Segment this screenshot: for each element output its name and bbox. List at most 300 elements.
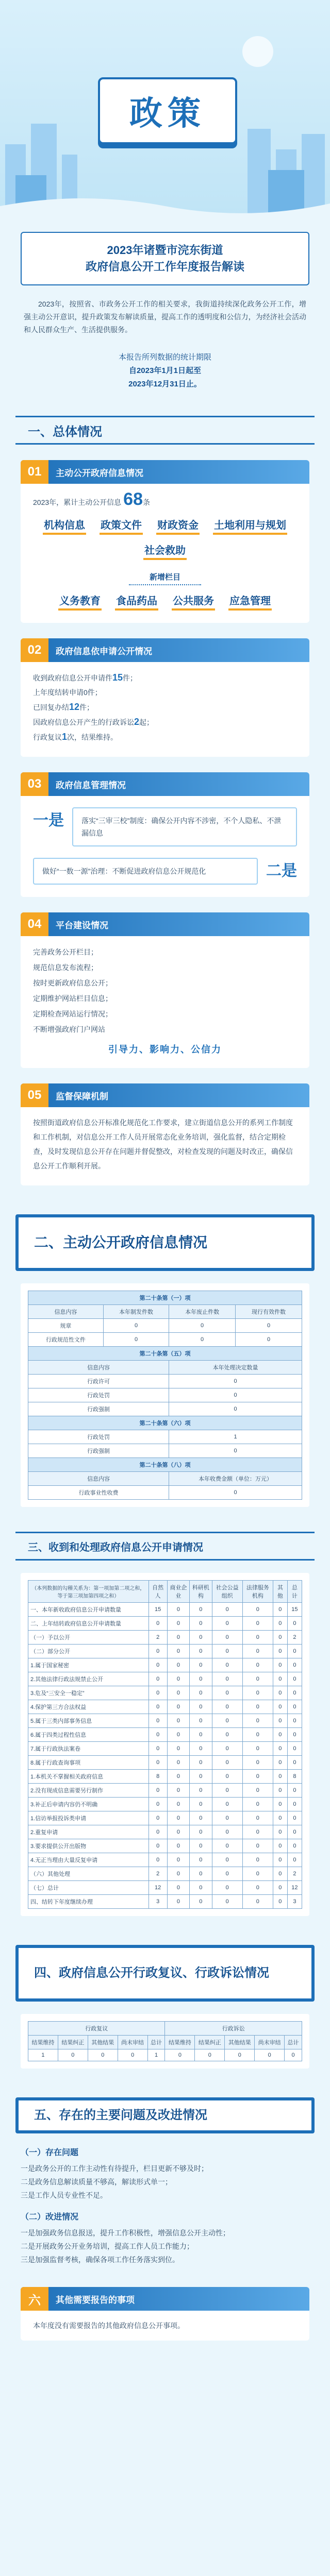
table-cell: 0 <box>190 1645 212 1658</box>
problem-item: 一是政务公开的工作主动性有待提升，栏目更新不够及时； <box>21 2164 208 2173</box>
problem-item: 三是工作人员专业性不足。 <box>21 2191 107 2199</box>
supervision-text: 按照街道政府信息公开标准化规范化工作要求，建立街道信息公开的系列工作制度和工作机制，对信息公开工作人员开展常态化业务培训，强化监督，结合定期检查，及时发现信息公开存在问题并督促整改，对检查发现的问题及时改正，确保信息公开工作顺利开展。 <box>33 1118 293 1170</box>
table-cell: 0 <box>212 1672 242 1686</box>
table-row <box>28 1798 302 1811</box>
received-line: 收到政府信息公开申请件15件； <box>33 672 138 683</box>
table-cell: 行政事业性收费 <box>28 1486 169 1500</box>
statistics-period <box>77 351 253 391</box>
table-cell: 0 <box>190 1853 212 1867</box>
table-cell: 0 <box>242 1658 273 1672</box>
table-header: 信息内容 <box>28 1305 104 1319</box>
new-tag-item: 应急管理 <box>228 592 272 611</box>
table-cell: 2 <box>148 1867 167 1881</box>
table-cell: 0 <box>242 1672 273 1686</box>
table-cell: 0 <box>212 1617 242 1631</box>
card-1-title: 主动公开政府信息情况 <box>56 468 143 478</box>
improvement-item: 二是开展政务公开业务培训，提高工作人员工作能力； <box>21 2242 194 2250</box>
table-cell: 12 <box>148 1881 167 1895</box>
table-row <box>28 1388 302 1402</box>
new-tag-item: 公共服务 <box>172 592 215 611</box>
table-cell: 0 <box>190 1811 212 1825</box>
table-header: 其他 <box>273 1581 287 1603</box>
table-cell: 行政强制 <box>28 1444 169 1458</box>
table-cell: 0 <box>242 1645 273 1658</box>
table-cell: 0 <box>167 1881 189 1895</box>
table-header: 法律服务机构 <box>242 1581 273 1603</box>
table-header: 本年废止件数 <box>169 1305 236 1319</box>
table-cell: 0 <box>167 1811 189 1825</box>
table-cell: 0 <box>287 1645 302 1658</box>
suit-label: 因政府信息公开产生的行政诉讼 <box>33 718 134 726</box>
table-header: 本年处理决定数量 <box>169 1361 302 1375</box>
table-cell: 0 <box>169 1486 302 1500</box>
platform-item: 定期检查网站运行情况； <box>33 1010 112 1018</box>
table-row <box>28 1631 302 1645</box>
table-cell: 0 <box>148 1784 167 1798</box>
table-row <box>28 1728 302 1742</box>
table-cell: 0 <box>273 1672 287 1686</box>
table-cell: 0 <box>167 1798 189 1811</box>
review-result: 结果维持 <box>81 733 111 741</box>
improvement-item: 三是加强监督考核，确保各项工作任务落实到位。 <box>21 2256 179 2264</box>
table-cell: 0 <box>190 1825 212 1839</box>
table-cell: 0 <box>273 1631 287 1645</box>
table-active-disclosure <box>21 1283 309 1507</box>
platform-note: 不断增强政府门户网站 <box>33 1025 105 1033</box>
table-cell: 0 <box>242 1770 273 1784</box>
table-cell: 0 <box>190 1700 212 1714</box>
table-cell: 0 <box>167 1825 189 1839</box>
table-cell: 0 <box>148 1617 167 1631</box>
table-cell: 0 <box>212 1895 242 1909</box>
table-cell: 0 <box>273 1839 287 1853</box>
table-cell: 3 <box>148 1895 167 1909</box>
table-cell: 0 <box>148 1825 167 1839</box>
table-cell: 0 <box>169 1388 302 1402</box>
card-3-title: 政府信息管理情况 <box>56 780 126 790</box>
card-1-number: 01 <box>21 460 48 484</box>
table-cell: 0 <box>212 1839 242 1853</box>
table-cell: 15 <box>148 1603 167 1617</box>
table-cell: 0 <box>169 1444 302 1458</box>
table-header: 行政复议 <box>28 2022 165 2036</box>
card-2-title: 政府信息依申请公开情况 <box>56 646 152 656</box>
tag-item: 财政资金 <box>156 517 200 535</box>
other-matters-text: 本年度没有需要报告的其他政府信息公开事项。 <box>33 2321 185 2330</box>
table-cell: 0 <box>169 1333 236 1347</box>
table-row <box>28 1672 302 1686</box>
table-cell: 3.要求提供公开出版物 <box>28 1839 149 1853</box>
received-value: 15 <box>112 672 123 683</box>
suit-value: 2 <box>134 717 140 727</box>
new-tag-item: 义务教育 <box>58 592 102 611</box>
table-cell: 0 <box>190 1770 212 1784</box>
table-cell: 行政许可 <box>28 1375 169 1388</box>
table-header: 现行有效件数 <box>236 1305 302 1319</box>
card-application-disclosure <box>21 638 309 757</box>
table-cell: 0 <box>190 1672 212 1686</box>
table-row <box>28 1770 302 1784</box>
table-row <box>28 1839 302 1853</box>
card-1-header <box>21 460 309 484</box>
card-4-header <box>21 912 309 936</box>
table-cell: 0 <box>167 1714 189 1728</box>
new-tag-item: 食品药品 <box>115 592 158 611</box>
done-label: 已回复办结 <box>33 703 69 711</box>
table-cell: 0 <box>190 1742 212 1756</box>
table-cell: 0 <box>273 1867 287 1881</box>
table-cell: 0 <box>287 1700 302 1714</box>
table-cell: 0 <box>273 1798 287 1811</box>
table-section-title: 第二十条第（一）项 <box>28 1291 302 1305</box>
review-unit: 次 <box>67 733 75 741</box>
table-cell: 0 <box>242 1784 273 1798</box>
table-cell: 0 <box>287 1672 302 1686</box>
review-label: 行政复议 <box>33 733 62 741</box>
table-cell: 0 <box>148 1728 167 1742</box>
table-cell: 0 <box>287 1853 302 1867</box>
table-row <box>28 1825 302 1839</box>
table-cell: 0 <box>242 1798 273 1811</box>
table-cell: 0 <box>190 1867 212 1881</box>
table-cell: 0 <box>212 1881 242 1895</box>
table-cell: 0 <box>273 1881 287 1895</box>
table-cell: 1.属于国家秘密 <box>28 1658 149 1672</box>
table-cell: 0 <box>242 1631 273 1645</box>
table-header: 商业企业 <box>167 1581 189 1603</box>
table-cell: 0 <box>190 1839 212 1853</box>
measure-1-text: 落实“三审三校”制度：确保公开内容不涉密，不个人隐私、不泄漏信息 <box>72 807 297 846</box>
category-tags <box>33 517 297 560</box>
table-cell: 0 <box>273 1714 287 1728</box>
table-header: 社会公益组织 <box>212 1581 242 1603</box>
table-cell: 0 <box>148 1672 167 1686</box>
table-cell: 0 <box>242 1867 273 1881</box>
table-cell: 0 <box>242 1714 273 1728</box>
table-cell: 0 <box>273 1645 287 1658</box>
count-unit: 条 <box>142 498 150 506</box>
table-cell: 0 <box>287 1784 302 1798</box>
table-cell: 0 <box>165 2049 195 2061</box>
table-cell: 0 <box>273 1728 287 1742</box>
table-cell: 0 <box>212 1686 242 1700</box>
table-cell: 0 <box>190 1728 212 1742</box>
table-cell: 0 <box>242 1825 273 1839</box>
table-cell: 0 <box>287 1714 302 1728</box>
table-cell: 0 <box>212 1603 242 1617</box>
table-cell: 2 <box>148 1631 167 1645</box>
tag-item: 政策文件 <box>100 517 143 535</box>
section-2-heading: 二、主动公开政府信息情况 <box>15 1214 315 1271</box>
table-row <box>28 1658 302 1672</box>
table-cell: 0 <box>190 1881 212 1895</box>
table-cell: 15 <box>287 1603 302 1617</box>
table-cell: 8 <box>148 1770 167 1784</box>
measure-2-label: 二是 <box>266 862 297 880</box>
measure-2 <box>33 858 297 885</box>
table-cell: 1.信访举报投诉类申请 <box>28 1811 149 1825</box>
table-subheader: 总计 <box>147 2036 165 2049</box>
table-subheader: 其他结果 <box>88 2036 118 2049</box>
table-cell: 8.属于行政查询事项 <box>28 1756 149 1770</box>
table-cell: 0 <box>287 1728 302 1742</box>
table-header: 总计 <box>287 1581 302 1603</box>
table-cell: 0 <box>273 1603 287 1617</box>
card-2-header <box>21 638 309 662</box>
table-cell: 0 <box>58 2049 88 2061</box>
table-cell: 0 <box>190 1798 212 1811</box>
table-cell: 二、上年结转政府信息公开申请数量 <box>28 1617 149 1631</box>
table-cell: 0 <box>190 1658 212 1672</box>
table-cell: 1 <box>147 2049 165 2061</box>
table-cell: 0 <box>242 1811 273 1825</box>
table-section-title: 第二十条第（八）项 <box>28 1458 302 1472</box>
table-cell: 0 <box>190 1895 212 1909</box>
table-subheader: 尚未审结 <box>255 2036 285 2049</box>
table-row <box>28 1617 302 1631</box>
table-cell: 行政处罚 <box>28 1430 169 1444</box>
table-cell: 0 <box>148 1686 167 1700</box>
table-cell: 0 <box>212 1784 242 1798</box>
table-cell: 0 <box>212 1756 242 1770</box>
review-value: 1 <box>62 732 68 742</box>
section-3-heading: 三、收到和处理政府信息公开申请情况 <box>15 1532 315 1561</box>
table-row <box>28 1603 302 1617</box>
table-cell: 0 <box>212 1742 242 1756</box>
improvement-item: 一是加强政务信息报送，提升工作积极性，增强信息公开主动性； <box>21 2229 230 2237</box>
problem-item: 二是政务信息解读质量不够高，解读形式单一； <box>21 2178 172 2186</box>
table-row <box>28 1895 302 1909</box>
table-cell: 0 <box>242 1839 273 1853</box>
card-supervision <box>21 1083 309 1185</box>
table-row <box>28 1742 302 1756</box>
table-cell: 0 <box>103 1319 169 1333</box>
table-cell: 0 <box>242 1603 273 1617</box>
period-label: 本报告所列数据的统计期限 <box>118 353 211 362</box>
period-to: 2023年12月31日止。 <box>128 380 202 388</box>
period-from: 自2023年1月1日起至 <box>128 366 202 375</box>
table-subheader: 总计 <box>285 2036 302 2049</box>
table-cell: 0 <box>169 1402 302 1416</box>
improvements-heading: （二）改进情况 <box>21 2213 79 2222</box>
table-subheader: 其他结果 <box>225 2036 255 2049</box>
table-cell: 0 <box>212 1645 242 1658</box>
table-cell: 0 <box>287 1798 302 1811</box>
policy-sign <box>98 77 237 144</box>
problems-and-improvements <box>21 2146 309 2266</box>
card-active-disclosure <box>21 460 309 623</box>
card-5-title: 监督保障机制 <box>56 1091 108 1101</box>
table-cell: 0 <box>273 1784 287 1798</box>
table-cell: 0 <box>285 2049 302 2061</box>
section-1-heading: 一、总体情况 <box>15 416 315 445</box>
table-cell: 1.本机关不掌握相关政府信息 <box>28 1770 149 1784</box>
table-cell: 2.其他法律行政法规禁止公开 <box>28 1672 149 1686</box>
review-line: 行政复议1次，结果维持。 <box>33 732 118 742</box>
table-header: 科研机构 <box>190 1581 212 1603</box>
table-cell: 0 <box>212 1728 242 1742</box>
table-cell: 0 <box>148 1645 167 1658</box>
table-cell: 2.没有现成信息需要另行制作 <box>28 1784 149 1798</box>
table-cell: 0 <box>242 1756 273 1770</box>
table-cell: 0 <box>167 1686 189 1700</box>
table-section-title: 第二十条第（五）项 <box>28 1347 302 1361</box>
table-cell: 0 <box>148 1714 167 1728</box>
tag-item: 机构信息 <box>43 517 86 535</box>
table-cell: 0 <box>242 1617 273 1631</box>
table-cell: 0 <box>88 2049 118 2061</box>
table-cell: 0 <box>103 1333 169 1347</box>
table-cell: 0 <box>242 1881 273 1895</box>
table-cell: 0 <box>167 1756 189 1770</box>
table-row <box>28 2049 302 2061</box>
card-6-header <box>21 2287 309 2311</box>
table-cell: （一）予以公开 <box>28 1631 149 1645</box>
table-cell: 0 <box>167 1853 189 1867</box>
platform-item: 完善政务公开栏目； <box>33 948 98 956</box>
review-table <box>28 2021 302 2061</box>
done-value: 12 <box>69 702 80 712</box>
table-cell: 0 <box>148 1700 167 1714</box>
platform-slogan: 引导力、影响力、公信力 <box>108 1044 222 1055</box>
hero-banner <box>0 0 330 222</box>
count-prefix: 2023年，累计主动公开信息 <box>33 498 122 506</box>
table-cell: 0 <box>148 1853 167 1867</box>
application-table <box>28 1580 302 1909</box>
table-cell: 0 <box>148 1658 167 1672</box>
table-cell: 行政处罚 <box>28 1388 169 1402</box>
table-header: 行政诉讼 <box>165 2022 302 2036</box>
done-unit: 件 <box>79 703 87 711</box>
table-cell: 行政强制 <box>28 1402 169 1416</box>
intro-paragraph: 2023年，按照省、市政务公开工作的相关要求，我街道持续深化政务公开工作，增强主动公开意识，提升政策发布解读质量，提高工作的透明度和公信力，为经济社会活动和人民群众生产、生活提供服务。 <box>24 300 306 334</box>
table-cell: 0 <box>273 1853 287 1867</box>
table-cell: 0 <box>148 1811 167 1825</box>
table-header: 自然人 <box>148 1581 167 1603</box>
carryover-line: 上年度结转申请0件； <box>33 688 102 697</box>
table-cell: 2 <box>287 1867 302 1881</box>
table-row <box>28 1319 302 1333</box>
table-cell: 0 <box>212 1798 242 1811</box>
table-cell: 0 <box>167 1645 189 1658</box>
table-cell: 0 <box>190 1603 212 1617</box>
other-matters-card <box>21 2287 309 2341</box>
table-cell: 2 <box>287 1631 302 1645</box>
table-cell: 行政规范性文件 <box>28 1333 104 1347</box>
table-cell: 0 <box>273 1658 287 1672</box>
table-cell: 0 <box>212 1700 242 1714</box>
table-cell: 0 <box>212 1631 242 1645</box>
table-cell: 0 <box>167 1631 189 1645</box>
disclosure-count-line <box>33 489 297 510</box>
section-5-heading: 五、存在的主要问题及改进情况 <box>15 2097 315 2133</box>
table-cell: 0 <box>167 1770 189 1784</box>
table-row <box>28 1430 302 1444</box>
platform-item: 定期维护网站栏目信息； <box>33 994 112 1003</box>
suit-unit: 起 <box>139 718 147 726</box>
tag-item: 社会救助 <box>143 542 187 560</box>
card-3-header <box>21 772 309 796</box>
card-5-number: 05 <box>21 1083 48 1107</box>
card-info-management <box>21 772 309 897</box>
table-row <box>28 1700 302 1714</box>
table-cell: 0 <box>287 1756 302 1770</box>
table-cell: 5.属于三类内部事务信息 <box>28 1714 149 1728</box>
table-cell: 0 <box>212 1811 242 1825</box>
table-cell: 3.危及“三安全一稳定” <box>28 1686 149 1700</box>
table-cell: 0 <box>148 1839 167 1853</box>
table-cell: 0 <box>287 1658 302 1672</box>
table-row <box>28 1867 302 1881</box>
table-header: 本年制发件数 <box>103 1305 169 1319</box>
table-cell: 0 <box>287 1825 302 1839</box>
table-cell: 0 <box>190 1784 212 1798</box>
card-2-number: 02 <box>21 638 48 662</box>
table-cell: 0 <box>190 1617 212 1631</box>
table-section-title: 第二十条第（六）项 <box>28 1416 302 1430</box>
table-cell: 0 <box>273 1770 287 1784</box>
table-subheader: 结果纠正 <box>195 2036 225 2049</box>
table-cell: 0 <box>287 1686 302 1700</box>
table-cell: 0 <box>167 1784 189 1798</box>
table-cell: 0 <box>167 1895 189 1909</box>
table-header: 信息内容 <box>28 1472 169 1486</box>
table-row <box>28 1686 302 1700</box>
table-cell: 3 <box>287 1895 302 1909</box>
suit-line: 因政府信息公开产生的行政诉讼2起； <box>33 717 154 727</box>
table-cell: 12 <box>287 1881 302 1895</box>
title-line-2: 政府信息公开工作年度报告解读 <box>85 260 244 273</box>
table-cell: 规章 <box>28 1319 104 1333</box>
table-cell: 0 <box>167 1658 189 1672</box>
table-subheader: 尚未审结 <box>118 2036 147 2049</box>
table-cell: 0 <box>195 2049 225 2061</box>
table-cell: （六）其他处理 <box>28 1867 149 1881</box>
table-cell: 6.属于四类过程性信息 <box>28 1728 149 1742</box>
table-cell: 0 <box>287 1617 302 1631</box>
table-cell: 0 <box>236 1333 302 1347</box>
table-row <box>28 1645 302 1658</box>
tag-item: 土地利用与规划 <box>213 517 287 535</box>
table-cell: 0 <box>242 1686 273 1700</box>
table-cell: 0 <box>148 1756 167 1770</box>
table-row <box>28 1402 302 1416</box>
card-5-header <box>21 1083 309 1107</box>
table-cell: 0 <box>212 1825 242 1839</box>
table-cell: 7.属于行政执法案卷 <box>28 1742 149 1756</box>
table-cell: 0 <box>273 1686 287 1700</box>
table-cell: 0 <box>273 1756 287 1770</box>
table-header: 信息内容 <box>28 1361 169 1375</box>
table-cell: 0 <box>190 1631 212 1645</box>
table-cell: 4.无正当理由大量反复申请 <box>28 1853 149 1867</box>
table-cell: 0 <box>273 1617 287 1631</box>
table-cell: 0 <box>169 1375 302 1388</box>
table-row <box>28 1333 302 1347</box>
table-cell: 0 <box>242 1742 273 1756</box>
card-6-title: 其他需要报告的事项 <box>56 2295 135 2305</box>
table-cell: 0 <box>190 1756 212 1770</box>
table-cell: 0 <box>167 1728 189 1742</box>
table-row <box>28 1881 302 1895</box>
table-cell: 0 <box>167 1742 189 1756</box>
table-cell: 0 <box>167 1839 189 1853</box>
table-row <box>28 1811 302 1825</box>
table-cell: 0 <box>236 1319 302 1333</box>
table-header: （本列数据的勾稽关系为：第一项加第二项之和，等于第三项加第四项之和） <box>28 1581 149 1603</box>
table-row <box>28 1375 302 1388</box>
card-3-number: 03 <box>21 772 48 796</box>
